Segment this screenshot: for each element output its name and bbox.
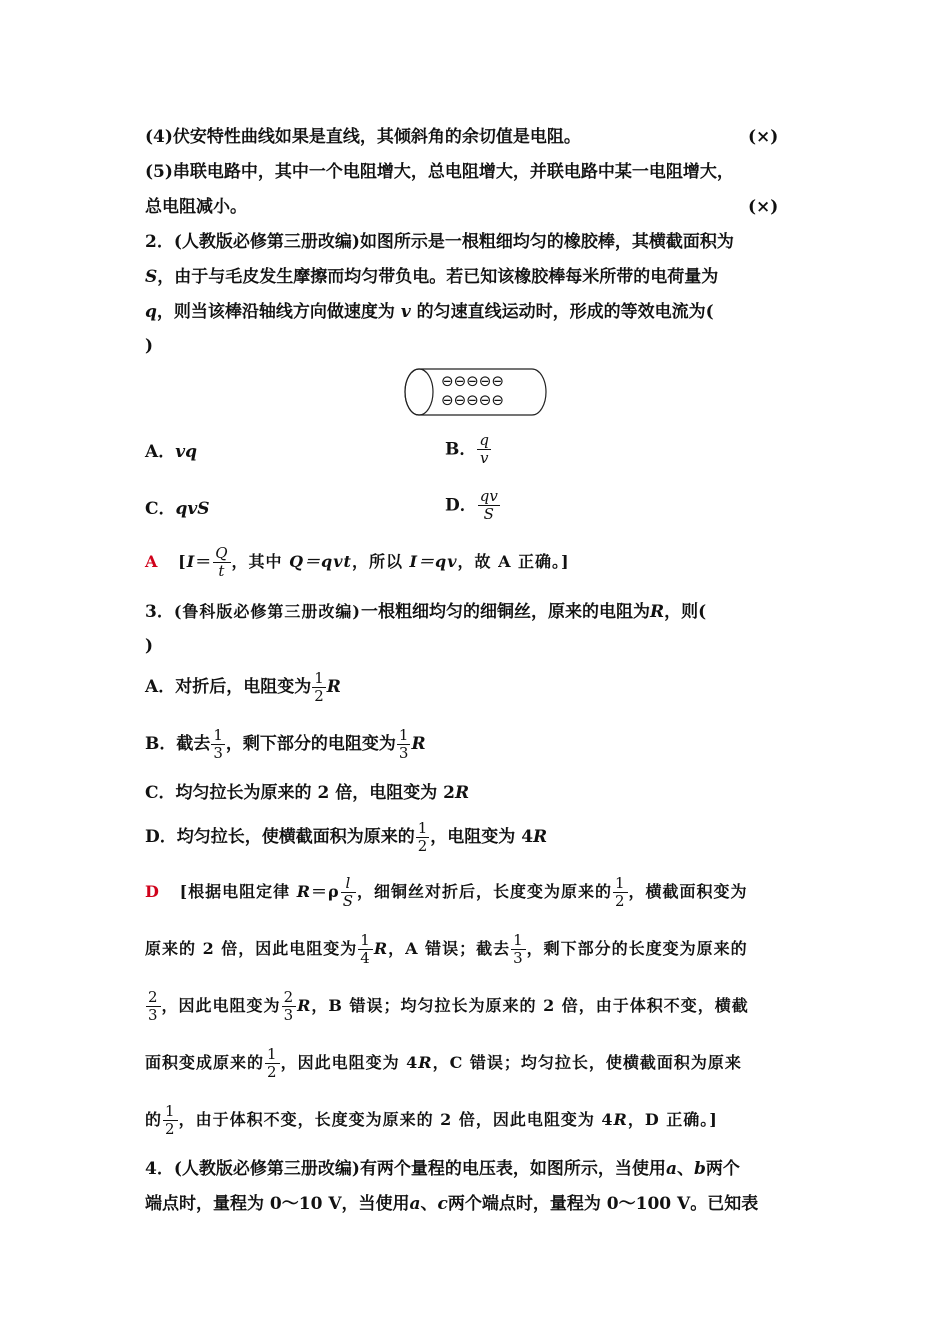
q3-option-a[interactable]: A．对折后，电阻变为 $\frac{1}{2}$ R [145, 669, 341, 705]
judge-item-4: (4)伏安特性曲线如果是直线，其倾斜角的余切值是电阻。 [145, 127, 581, 147]
q3-option-b[interactable]: B．截去 $\frac{1}{3}$ ，剩下部分的电阻变为 $\frac{1}{3}$ R [145, 726, 426, 762]
q2-option-d[interactable]: D． $\frac{qv}{S}$ [445, 487, 498, 523]
q2-option-c[interactable]: C．qvS [145, 499, 210, 519]
judge-item-5-line2: 总电阻减小。 [145, 197, 247, 217]
q4-stem-line1: 4．(人教版必修第三册改编)有两个量程的电压表，如图所示，当使用a、b两个 [145, 1159, 740, 1179]
q2-stem-line4: ) [145, 336, 154, 356]
q3-answer-line4: 面积变成原来的 $\frac{1}{2}$ ，因此电阻变为 4R，C 错误；均匀拉长，使横截面积为原来 [145, 1045, 742, 1081]
charge-row-2: ⊖⊖⊖⊖⊖ [441, 391, 504, 409]
q2-option-b[interactable]: B． $\frac{q}{v}$ [445, 431, 489, 467]
q3-stem-line2: ) [145, 636, 154, 656]
q2-stem-line1: 2．(人教版必修第三册改编)如图所示是一根粗细均匀的橡胶棒，其横截面积为 [145, 232, 734, 252]
q2-stem-line3: q，则当该棒沿轴线方向做速度为 v 的匀速直线运动时，形成的等效电流为( [145, 302, 714, 322]
q3-option-c[interactable]: C．均匀拉长为原来的 2 倍，电阻变为 2R [145, 783, 470, 803]
judge-item-5-line1: (5)串联电路中，其中一个电阻增大，总电阻增大，并联电路中某一电阻增大， [145, 162, 734, 182]
q2-answer: A [I＝ $\frac{Q}{t}$ ，其中 Q＝qvt，所以 I＝qv，故 A 正确。] [145, 544, 570, 580]
judge-item-4-mark: (×) [748, 127, 779, 147]
q4-stem-line2: 端点时，量程为 0～10 V，当使用a、c两个端点时，量程为 0～100 V。已知表 [145, 1194, 759, 1214]
q3-answer-letter: D [145, 882, 160, 901]
q2-answer-letter: A [145, 552, 159, 571]
q3-stem-line1: 3．(鲁科版必修第三册改编)一根粗细均匀的细铜丝，原来的电阻为R，则( [145, 602, 707, 622]
charge-rows [441, 372, 541, 410]
q3-answer-line1: D [根据电阻定律 R＝ρ $\frac{l}{S}$ ，细铜丝对折后，长度变为原来的 $\frac{1}{2}$ ，横截面积变为 [145, 874, 748, 910]
q3-answer-line2: 原来的 2 倍，因此电阻变为 $\frac{1}{4}$ R，A 错误；截去 $\frac{1}{3}$ ，剩下部分的长度变为原来的 [145, 931, 748, 967]
q3-answer-line3: $\frac{2}{3}$ ，因此电阻变为 $\frac{2}{3}$ R，B 错误；均匀拉长为原来的 2 倍，由于体积不变，横截 [148, 988, 749, 1024]
charge-row-1: ⊖⊖⊖⊖⊖ [441, 372, 504, 390]
q3-answer-line5: 的 $\frac{1}{2}$ ，由于体积不变，长度变为原来的 2 倍，因此电阻变为 4R，D 正确。] [145, 1102, 718, 1138]
judge-item-5-mark: (×) [748, 197, 779, 217]
q3-option-d[interactable]: D．均匀拉长，使横截面积为原来的 $\frac{1}{2}$ ，电阻变为 4R [145, 819, 548, 855]
q2-option-a[interactable]: A．vq [145, 442, 197, 462]
q2-stem-line2: S，由于与毛皮发生摩擦而均匀带负电。若已知该橡胶棒每米所带的电荷量为 [145, 267, 719, 287]
